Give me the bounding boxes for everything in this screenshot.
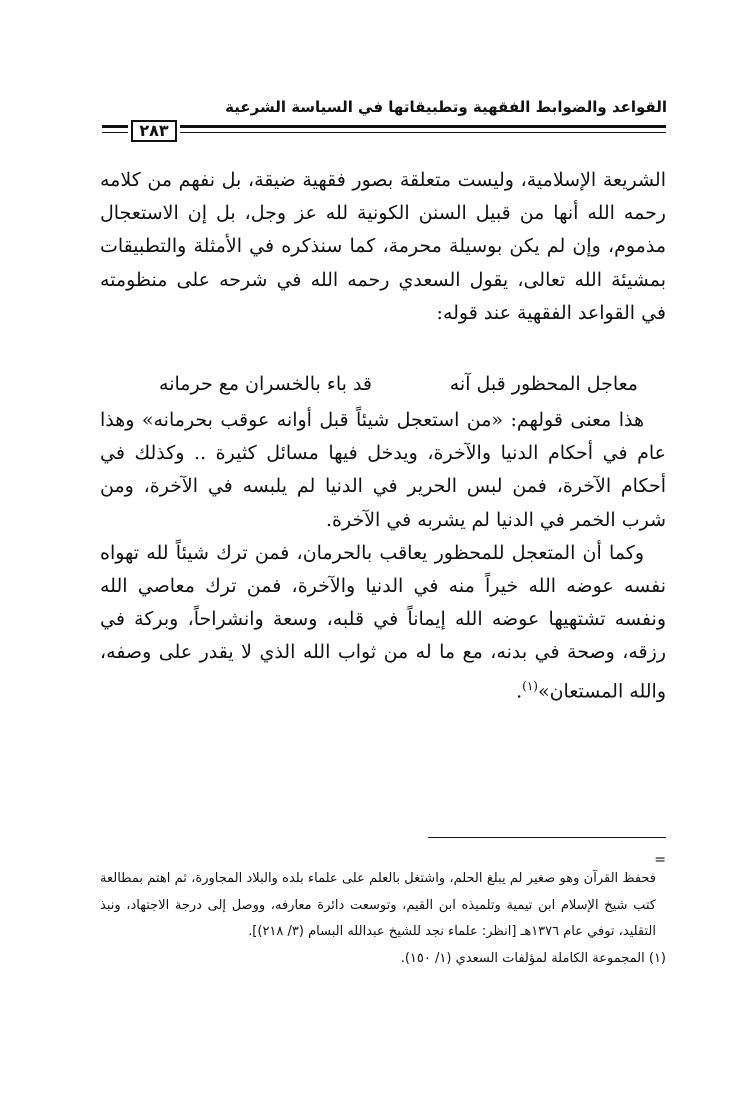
verse-first-hemistich: معاجل المحظور قبل آنه	[449, 373, 638, 395]
paragraph-3-text: وكما أن المتعجل للمحظور يعاقب بالحرمان، فمن ترك شيئاً لله تهواه نفسه عوضه الله خيراً منه في الدنيا والآخرة، فمن ترك معاصي الله ونفسه تشتهيها عوضه الله إيماناً في قلبه، وسعة وانشراحاً، وبركة في رزقه، وصحة في بدنه، مع ما له من ثواب الله الذي لا يقدر على وصفه، والله المستعان»	[100, 541, 666, 702]
paragraph-1: الشريعة الإسلامية، وليست متعلقة بصور فقهية ضيقة، بل نفهم من كلامه رحمه الله أنها من قبيل السنن الكونية لله عز وجل، بل إن الاستعجال مذموم، وإن لم يكن بوسيلة محرمة، كما سنذكره في الأمثلة والتطبيقات بمشيئة الله تعالى، يقول السعدي رحمه الله في شرحه على منظومته في القواعد الفقهية عند قوله:	[100, 169, 666, 324]
header-rule-thick	[180, 125, 666, 128]
verse-second-hemistich: قد باء بالخسران مع حرمانه	[159, 373, 372, 395]
header-rule-left-thin	[102, 132, 128, 133]
header-rule-thin	[180, 132, 666, 133]
footnote-reference: (١)	[522, 678, 538, 693]
paragraph-3-end: .	[516, 679, 523, 702]
running-head-title: القواعد والضوابط الفقهية وتطبيقاتها في السياسة الشرعية	[225, 98, 667, 116]
header-rule-left-thick	[102, 125, 128, 128]
paragraph-3	[100, 537, 666, 708]
footnote-1: (١) المجموعة الكاملة لمؤلفات السعدي (١/ ١٥٠).	[400, 950, 666, 966]
footnote-continuation: فحفظ القرآن وهو صغير لم يبلغ الحلم، واشتغل بالعلم على علماء بلده والبلاد المجاورة، ثم اهتم بمطالعة كتب شيخ الإسلام ابن تيمية وتلميذه ابن القيم، وتوسعت دائرة معارفه، ووصل إلى درجة الاجتهاد، ونبذ التقليد، توفي عام ١٣٧٦هـ [انظر: علماء نجد للشيخ عبدالله البسام (٣/ ٢١٨)].	[100, 871, 656, 939]
main-text-block-2	[100, 404, 666, 708]
footnotes-block	[100, 866, 666, 972]
footnote-continuation-mark: =	[654, 852, 666, 868]
footnote-separator	[428, 837, 666, 838]
page-number: ٢٨٣	[131, 120, 177, 142]
main-text-block-1	[100, 164, 666, 330]
poetry-verse	[100, 368, 666, 401]
paragraph-2: هذا معنى قولهم: «من استعجل شيئاً قبل أوانه عوقب بحرمانه» وهذا عام في أحكام الدنيا والآخرة، ويدخل فيها مسائل كثيرة .. وكذلك في أحكام الآخرة، فمن لبس الحرير في الدنيا لم يلبسه في الآخرة، ومن شرب الخمر في الدنيا لم يشربه في الآخرة.	[100, 409, 666, 531]
